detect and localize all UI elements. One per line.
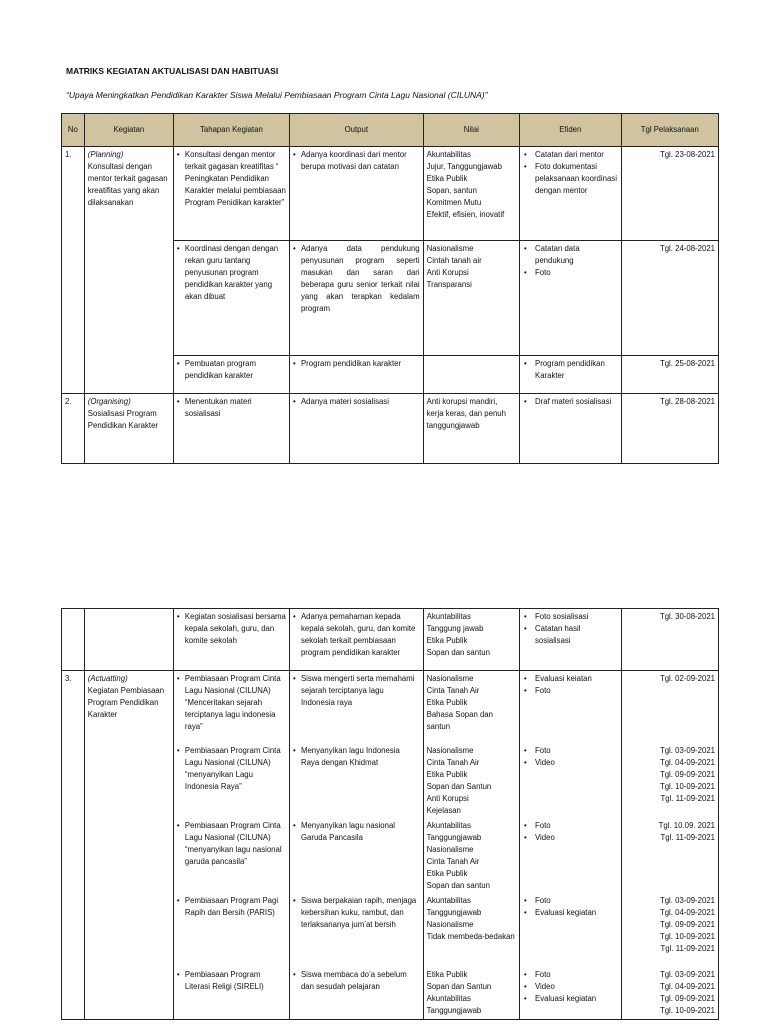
activity-matrix-table-continued [61,608,719,1020]
evidence-item: • Catatan data pendukung [523,243,618,267]
evidence-item: • Evaluasi kegiatan [523,907,618,919]
date-group [625,673,715,745]
activity-matrix-table [61,113,719,464]
evidence-item: • Foto [523,267,618,279]
evidence-item: • Catatan dari mentor [523,149,618,161]
document-title: MATRIKS KEGIATAN AKTUALISASI DAN HABITUASI [66,66,279,76]
step-cell [173,241,289,356]
evidence-item: • Foto [523,895,618,907]
date-text: Tgl. 03-09-2021 [659,970,715,979]
table-row [62,671,719,1020]
date-text: Tgl. 10-09-2021 [659,1006,715,1015]
date-text: Tgl. 23-08-2021 [659,150,715,159]
value-line: Sopan dan santun [426,648,490,657]
evidence-item: • Draf materi sosialisasi [523,396,618,408]
value-line: Etika Publik [426,174,468,183]
row-number: 3. [62,671,85,1020]
step-text: • Kegiatan sosialisasi bersama kepala sekolah, guru, dan komite sekolah [177,611,286,647]
activity-cell [84,671,173,1020]
value-line: Cintah tanah air [426,256,482,265]
step-cell [173,609,289,671]
date-cell [621,394,718,464]
value-cell [423,394,519,464]
evidence-item: • Program pendidikan Karakter [523,358,618,382]
value-line: Nasionalisme [426,746,474,755]
value-line: Akuntabilitas [426,150,471,159]
evidence-item: • Catatan hasil sosialisasi [523,623,618,647]
step-text: • Koordinasi dengan dengan rekan guru tantang penyusunan program pendidikan karakter yang akan dibuat [177,243,286,303]
value-line: Anti Korupsi [426,794,469,803]
header-efiden: Efiden [520,114,622,147]
value-line: Etika Publik [426,869,468,878]
header-output: Output [289,114,423,147]
evidence-cell [520,356,622,394]
value-line: Tanggungjawab [426,833,482,842]
activity-text: Sosialisasi Program Pendidikan Karakter [87,409,159,430]
stage-label: (Actuatting) [87,674,128,683]
value-group [427,745,516,820]
step-column [173,671,289,1020]
date-text: Tgl. 11-09-2021 [660,833,715,842]
evidence-item: • Foto dokumentasi pelaksanaan koordinasi dengan mentor [523,161,618,197]
step-text: • Pembiasaan Program Literasi Religi (SIRELI) [177,969,286,1017]
step-text: • Pembiasaan Program Cinta Lagu Nasional (CILUNA) “menyanyikan lagu nasional garuda pancasila” [177,820,286,895]
date-text: Tgl. 03-09-2021 [659,896,715,905]
header-no: No [62,114,85,147]
date-column [621,671,718,1020]
date-group [625,895,715,969]
date-text: Tgl. 09-09-2021 [659,994,715,1003]
output-text: • Siswa berpakaian rapih, menjaga kebersihan kuku, rambut, dan terlaksananya jum’at bersih [293,895,420,969]
evidence-group [523,820,618,895]
value-line: Cinta Tanah Air [426,857,480,866]
date-text: Tgl. 09-09-2021 [659,920,715,929]
value-line: Akuntabilitas [426,994,471,1003]
value-line: Nasionalisme [426,920,474,929]
value-line: Etika Publik [426,970,468,979]
output-cell [289,609,423,671]
value-column [423,671,519,1020]
date-text: Tgl. 11-09-2021 [660,794,715,803]
value-line: Bahasa Sopan dan santun [426,710,493,731]
value-line: Nasionalisme [426,674,474,683]
output-text: • Program pendidikan karakter [293,358,420,370]
value-line: Tanggungjawab [426,908,482,917]
date-text: Tgl. 02-09-2021 [659,674,715,683]
evidence-item: • Video [523,981,618,993]
output-text: • Menyanyikan lagu Indonesia Raya dengan Khidmat [293,745,420,820]
date-text: Tgl. 04-09-2021 [659,982,715,991]
value-line: Tidak membeda-bedakan [426,932,515,941]
stage-label: (Organising) [87,397,131,406]
date-cell [621,609,718,671]
output-text: • Adanya pemahaman kepada kepala sekolah, guru, dan komite sekolah terkait pembiasaan program pendidikan karakter [293,611,420,659]
value-line: Nasionalisme [426,845,474,854]
evidence-item: • Video [523,757,618,769]
step-text: • Pembiasaan Program Cinta Lagu Nasional (CILUNA) “menyanyikan Lagu Indonesia Raya” [177,745,286,820]
value-line: Etika Publik [426,698,468,707]
value-cell [423,609,519,671]
date-text: Tgl. 04-09-2021 [659,908,715,917]
document-subtitle: “Upaya Meningkatkan Pendidikan Karakter Siswa Melalui Pembiasaan Program Cinta Lagu Nasional (CILUNA)” [66,90,488,100]
date-text: Tgl. 30-08-2021 [659,612,715,621]
date-group [625,969,715,1017]
date-text: Tgl. 03-09-2021 [659,746,715,755]
evidence-cell [520,609,622,671]
evidence-cell [520,394,622,464]
output-cell [289,147,423,241]
value-line: Sopan dan Santun [426,782,492,791]
value-group [427,969,516,1017]
table-row [62,147,719,241]
activity-text: Konsultasi dengan mentor terkait gagasan kreatifitas yang akan dilaksanakan [87,162,168,207]
activity-cell [84,394,173,464]
value-line: Akuntabilitas [426,821,471,830]
step-text: • Pembiasaan Program Pagi Rapih dan Bersih (PARIS) [177,895,286,969]
output-cell [289,241,423,356]
evidence-group [523,673,618,745]
header-tahapan: Tahapan Kegiatan [173,114,289,147]
step-cell [173,356,289,394]
value-line: Sopan dan Santun [426,982,492,991]
step-text: • Pembiasaan Program Cinta Lagu Nasional (CILUNA) “Menceritakan sejarah terciptanya lagu indonesia raya” [177,673,286,745]
row-number: 1. [62,147,85,394]
value-line: Tanggung jawab [426,624,484,633]
output-text: • Siswa membaca do’a sebelum dan sesudah pelajaran [293,969,420,1017]
evidence-group [523,895,618,969]
output-text: • Adanya data pendukung penyusunan program seperti masukan dan saran dari beberapa guru senior terkait nilai yang akan terapkan kedalam program [293,243,420,315]
date-cell [621,356,718,394]
value-line: Tanggungjawab [426,1006,482,1015]
evidence-item: • Foto [523,820,618,832]
value-line: Etika Publik [426,636,468,645]
header-kegiatan: Kegiatan [84,114,173,147]
output-text: • Adanya materi sosialisasi [293,396,420,408]
date-text: Tgl. 09-09-2021 [659,770,715,779]
table-row [62,609,719,671]
value-line: Cinta Tanah Air [426,686,480,695]
evidence-group [523,745,618,820]
value-line: Efektif, efisien, inovatif [426,210,505,219]
output-cell [289,394,423,464]
output-column [289,671,423,1020]
date-text: Tgl. 10-09-2021 [659,932,715,941]
table-header-row [62,114,719,147]
activity-cell [84,609,173,671]
evidence-item: • Foto [523,685,618,697]
value-group [427,673,516,745]
value-line: Kejelasan [426,806,461,815]
date-text: Tgl. 24-08-2021 [659,244,715,253]
step-cell [173,147,289,241]
step-cell [173,394,289,464]
value-line: Etika Publik [426,770,468,779]
date-text: Tgl. 28-08-2021 [659,397,715,406]
value-line: Anti Korupsi [426,268,469,277]
header-tgl: Tgl Pelaksanaan [621,114,718,147]
date-cell [621,241,718,356]
output-text: • Siswa mengerti serta memahami sejarah terciptanya lagu Indonesia raya [293,673,420,745]
evidence-column [520,671,622,1020]
row-number: 2. [62,394,85,464]
evidence-group [523,969,618,1017]
activity-cell [84,147,173,394]
value-line: Transparansi [426,280,472,289]
header-nilai: Nilai [423,114,519,147]
step-text: • Menentukan materi sosialisasi [177,396,286,420]
row-number [62,609,85,671]
date-text: Tgl. 04-09-2021 [659,758,715,767]
value-line: Jujur, Tanggungjawab [426,162,502,171]
value-cell [423,147,519,241]
date-text: Tgl. 10.09. 2021 [658,821,715,830]
table-row [62,394,719,464]
evidence-item: • Video [523,832,618,844]
value-line: Sopan, santun [426,186,477,195]
value-line: Akuntabilitas [426,612,471,621]
value-line: Sopan dan santun [426,881,490,890]
step-text: • Konsultasi dengan mentor terkait gagasan kreatifitas “ Peningkatan Pendidikan Karakter melalui pembiasaan Program Penidikan karakter” [177,149,286,209]
evidence-item: • Foto sosialisasi [523,611,618,623]
value-group [427,895,516,969]
date-group [625,745,715,820]
activity-text: Kegiatan Pembiasaan Program Pendidikan Karakter [87,686,165,719]
value-line: Nasionalisme [426,244,474,253]
value-group [427,820,516,895]
evidence-item: • Foto [523,745,618,757]
evidence-item: • Evaluasi keiatan [523,673,618,685]
output-text: • Adanya koordinasi dari mentor berupa motivasi dan catatan [293,149,420,173]
evidence-cell [520,241,622,356]
value-cell [423,356,519,394]
date-cell [621,147,718,241]
evidence-item: • Evaluasi kegiatan [523,993,618,1005]
step-text: • Pembuatan program pendidikan karakter [177,358,286,382]
output-cell [289,356,423,394]
value-line: Cinta Tanah Air [426,758,480,767]
date-text: Tgl. 10-09-2021 [659,782,715,791]
stage-label: (Planning) [87,150,124,159]
value-line: Komitmen Mutu [426,198,482,207]
output-text: • Menyanyikan lagu nasional Garuda Pancasila [293,820,420,895]
evidence-cell [520,147,622,241]
value-line: Anti korupsi mandiri, kerja keras, dan penuh tanggungjawab [426,397,506,430]
evidence-item: • Foto [523,969,618,981]
date-group [625,820,715,895]
value-line: Akuntabilitas [426,896,471,905]
value-cell [423,241,519,356]
date-text: Tgl. 25-08-2021 [659,359,715,368]
date-text: Tgl. 11-09-2021 [660,944,715,953]
